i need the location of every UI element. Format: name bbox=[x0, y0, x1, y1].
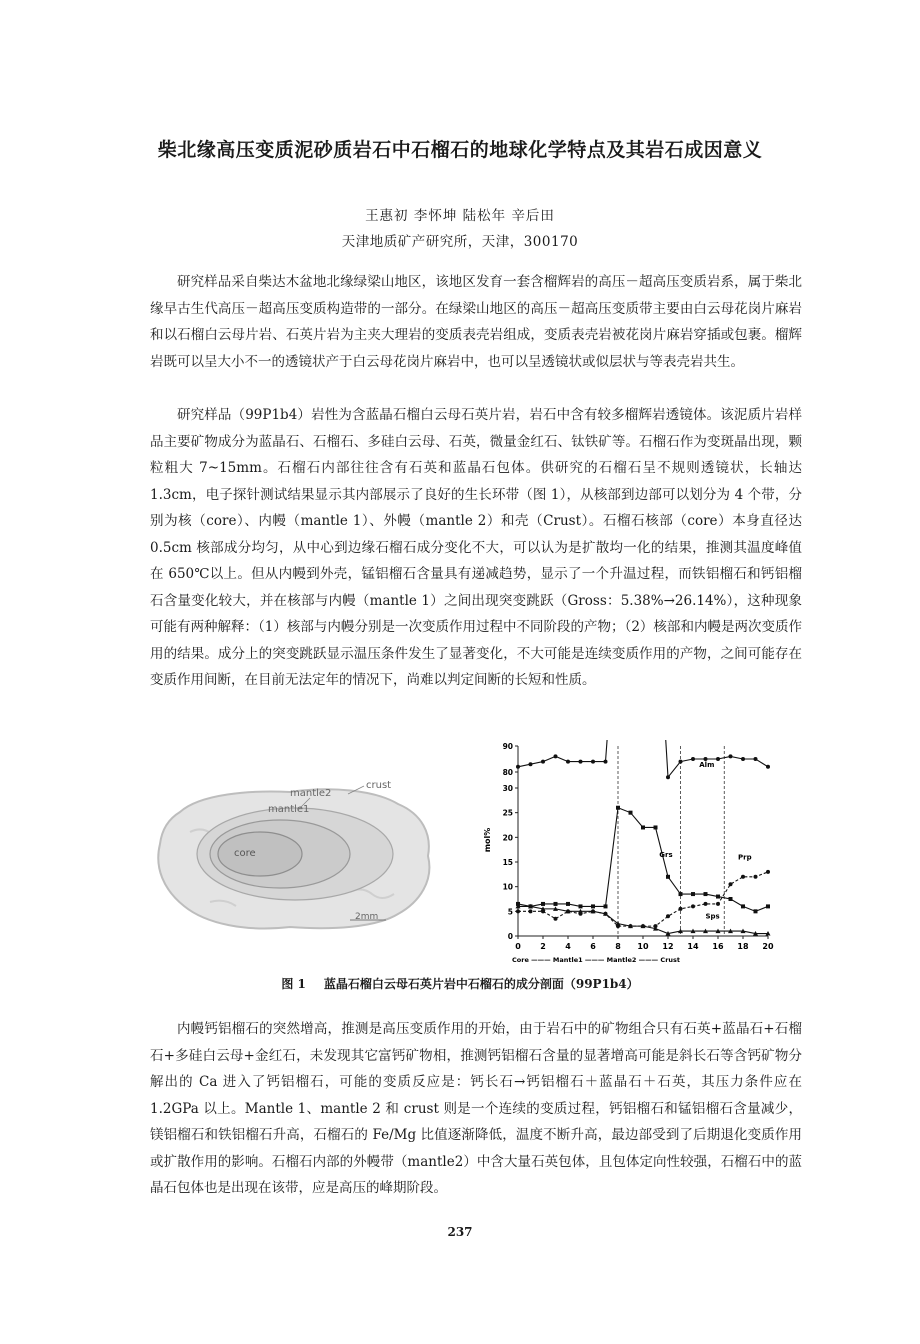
x-tick-label-10: 10 bbox=[637, 942, 649, 951]
figure-caption bbox=[0, 975, 920, 992]
point-Grs bbox=[579, 904, 583, 908]
point-Grs bbox=[554, 902, 558, 906]
x-tick-label-12: 12 bbox=[662, 942, 674, 951]
y-tick-label-15: 15 bbox=[502, 858, 513, 867]
x-tick-label-8: 8 bbox=[615, 942, 621, 951]
paragraph-2: 研究样品（99P1b4）岩性为含蓝晶石榴白云母石英片岩，岩石中含有较多榴辉岩透镜体。该泥质片岩样品主要矿物成分为蓝晶石、石榴石、多硅白云母、石英，微量金红石、钛铁矿等。石榴石作为变斑晶出现，颗粒粗大 7~15mm。石榴石内部往往含有石英和蓝晶石包体。供研究的石榴石呈不规则透镜状，长轴达 1.3cm，电子探针测试结果显示其内部展示了良好的生长环带（图 1），从核部到边部可以划分为 4 个带，分别为核（core）、内幔（mantle 1）、外幔（mantle 2）和壳（Crust）。石榴石核部（core）本身直径达 0.5cm 核部成分均匀，从中心到边缘石榴石成分变化不大，可以认为是扩散均一化的结果，推测其温度峰值在 650℃以上。但从内幔到外壳，锰铝榴石含量具有递减趋势，显示了一个升温过程，而铁铝榴石和钙铝榴石含量变化较大，并在核部与内幔（mantle 1）之间出现突变跳跃（Gross：5.38%→26.14%），这种现象可能有两种解释：（1）核部与内幔分别是一次变质作用过程中不同阶段的产物；（2）核部和内幔是两次变质作用的结果。成分上的突变跳跃显示温压条件发生了显著变化，不大可能是连续变质作用的产物，之间可能存在变质作用间断，在目前无法定年的情况下，尚难以判定间断的长短和性质。 bbox=[150, 407, 802, 688]
point-Grs bbox=[604, 904, 608, 908]
paper-title: 柴北缘高压变质泥砂质岩石中石榴石的地球化学特点及其岩石成因意义 bbox=[157, 139, 763, 161]
series-line-Alm bbox=[518, 740, 768, 777]
point-Prp bbox=[754, 875, 758, 879]
x-tick-label-20: 20 bbox=[762, 942, 774, 951]
point-Alm bbox=[566, 760, 570, 764]
point-Prp bbox=[679, 907, 683, 911]
point-Prp bbox=[729, 882, 733, 886]
x-tick-label-2: 2 bbox=[540, 942, 546, 951]
core-label: core bbox=[234, 848, 256, 859]
y-axis-label: mol% bbox=[483, 827, 492, 853]
point-Prp bbox=[666, 914, 670, 918]
figure-number: 图 1 bbox=[281, 977, 306, 991]
x-tick-label-4: 4 bbox=[565, 942, 571, 951]
point-Prp bbox=[516, 909, 520, 913]
point-Alm bbox=[604, 760, 608, 764]
composition-profile-chart bbox=[480, 740, 780, 972]
y-tick-label-25: 25 bbox=[502, 808, 513, 818]
y-tick-label-10: 10 bbox=[502, 882, 513, 892]
y-tick-label-0: 0 bbox=[507, 932, 513, 941]
x-tick-label-14: 14 bbox=[687, 942, 699, 951]
x-tick-label-0: 0 bbox=[515, 942, 521, 951]
point-Alm bbox=[591, 760, 595, 764]
point-Alm bbox=[691, 757, 695, 761]
point-Grs bbox=[704, 892, 708, 896]
crust-label: crust bbox=[366, 780, 392, 791]
paragraph-3: 内幔钙铝榴石的突然增高，推测是高压变质作用的开始，由于岩石中的矿物组合只有石英+蓝晶石+石榴石+多硅白云母+金红石，未发现其它富钙矿物相，推测钙铝榴石含量的显著增高可能是斜长石等含钙矿物分解出的 Ca 进入了钙铝榴石，可能的变质反应是：钙长石→钙铝榴石＋蓝晶石＋石英，其压力条件应在 1.2GPa 以上。Mantle 1、mantle 2 和 crust 则是一个连续的变质过程，钙铝榴石和锰铝榴石含量减少，镁铝榴石和铁铝榴石升高，石榴石的 Fe/Mg 比值逐渐降低，温度不断升高，最边部受到了后期退化变质作用或扩散作用的影响。石榴石内部的外幔带（mantle2）中含大量石英包体，且包体定向性较强，石榴石中的蓝晶石包体也是出现在该带，应是高压的峰期阶段。 bbox=[150, 1021, 802, 1196]
point-Grs bbox=[679, 892, 683, 896]
series-label-Alm: Alm bbox=[699, 760, 715, 769]
scale-label: 2mm bbox=[355, 912, 379, 922]
paragraph-1: 研究样品采自柴达木盆地北缘绿梁山地区，该地区发育一套含榴辉岩的高压－超高压变质岩系，属于柴北缘早古生代高压－超高压变质构造带的一部分。在绿梁山地区的高压－超高压变质带主要由白云母花岗片麻岩和以石榴白云母片岩、石英片岩为主夹大理岩的变质表壳岩组成，变质表壳岩被花岗片麻岩穿插或包裹。榴辉岩既可以呈大小不一的透镜状产于白云母花岗片麻岩中，也可以呈透镜状或似层状与等表壳岩共生。 bbox=[150, 274, 802, 370]
point-Grs bbox=[666, 875, 670, 879]
point-Alm bbox=[554, 754, 558, 758]
point-Alm bbox=[679, 760, 683, 764]
point-Grs bbox=[729, 897, 733, 901]
point-Prp bbox=[691, 904, 695, 908]
point-Prp bbox=[554, 917, 558, 921]
y-tick-label-5: 5 bbox=[507, 907, 513, 917]
x-tick-label-6: 6 bbox=[590, 942, 596, 951]
point-Grs bbox=[566, 902, 570, 906]
point-Alm bbox=[529, 762, 533, 766]
point-Grs bbox=[754, 909, 758, 913]
mantle1-label: mantle1 bbox=[268, 804, 310, 815]
authors: 王惠初 李怀坤 陆松年 辛后田 bbox=[365, 208, 555, 224]
point-Prp bbox=[529, 909, 533, 913]
page-number: 237 bbox=[447, 1225, 473, 1239]
point-Grs bbox=[766, 904, 770, 908]
point-Alm bbox=[766, 765, 770, 769]
point-Grs bbox=[616, 806, 620, 810]
point-Grs bbox=[641, 825, 645, 829]
point-Alm bbox=[754, 757, 758, 761]
zones-label: Core ——— Mantle1 ——— Mantle2 ——— Crust bbox=[512, 956, 681, 964]
y-tick-label-20: 20 bbox=[502, 833, 513, 843]
y-tick-label-80: 80 bbox=[502, 768, 513, 777]
point-Alm bbox=[541, 760, 545, 764]
series-label-Sps: Sps bbox=[705, 912, 720, 921]
core-zone bbox=[218, 832, 302, 876]
point-Prp bbox=[741, 875, 745, 879]
series-label-Prp: Prp bbox=[738, 853, 752, 862]
figure-caption-text: 蓝晶石榴白云母石英片岩中石榴石的成分剖面（99P1b4） bbox=[323, 977, 639, 991]
point-Alm bbox=[729, 754, 733, 758]
x-tick-label-16: 16 bbox=[712, 942, 724, 951]
mantle2-label: mantle2 bbox=[290, 788, 332, 799]
garnet-zoning-micrograph bbox=[150, 772, 435, 932]
point-Alm bbox=[741, 757, 745, 761]
y-tick-label-90: 90 bbox=[502, 742, 513, 751]
point-Grs bbox=[591, 904, 595, 908]
point-Prp bbox=[766, 870, 770, 874]
point-Grs bbox=[541, 902, 545, 906]
point-Alm bbox=[516, 765, 520, 769]
point-Alm bbox=[666, 775, 670, 779]
y-tick-label-30: 30 bbox=[502, 784, 513, 793]
point-Alm bbox=[716, 757, 720, 761]
series-line-Grs bbox=[518, 808, 768, 912]
point-Alm bbox=[579, 760, 583, 764]
point-Prp bbox=[716, 902, 720, 906]
point-Grs bbox=[629, 811, 633, 815]
series-label-Grs: Grs bbox=[659, 851, 673, 860]
point-Grs bbox=[741, 904, 745, 908]
point-Grs bbox=[716, 895, 720, 899]
affiliation: 天津地质矿产研究所，天津，300170 bbox=[341, 234, 579, 250]
point-Grs bbox=[654, 825, 658, 829]
x-tick-label-18: 18 bbox=[737, 942, 749, 951]
point-Prp bbox=[704, 902, 708, 906]
point-Grs bbox=[691, 892, 695, 896]
